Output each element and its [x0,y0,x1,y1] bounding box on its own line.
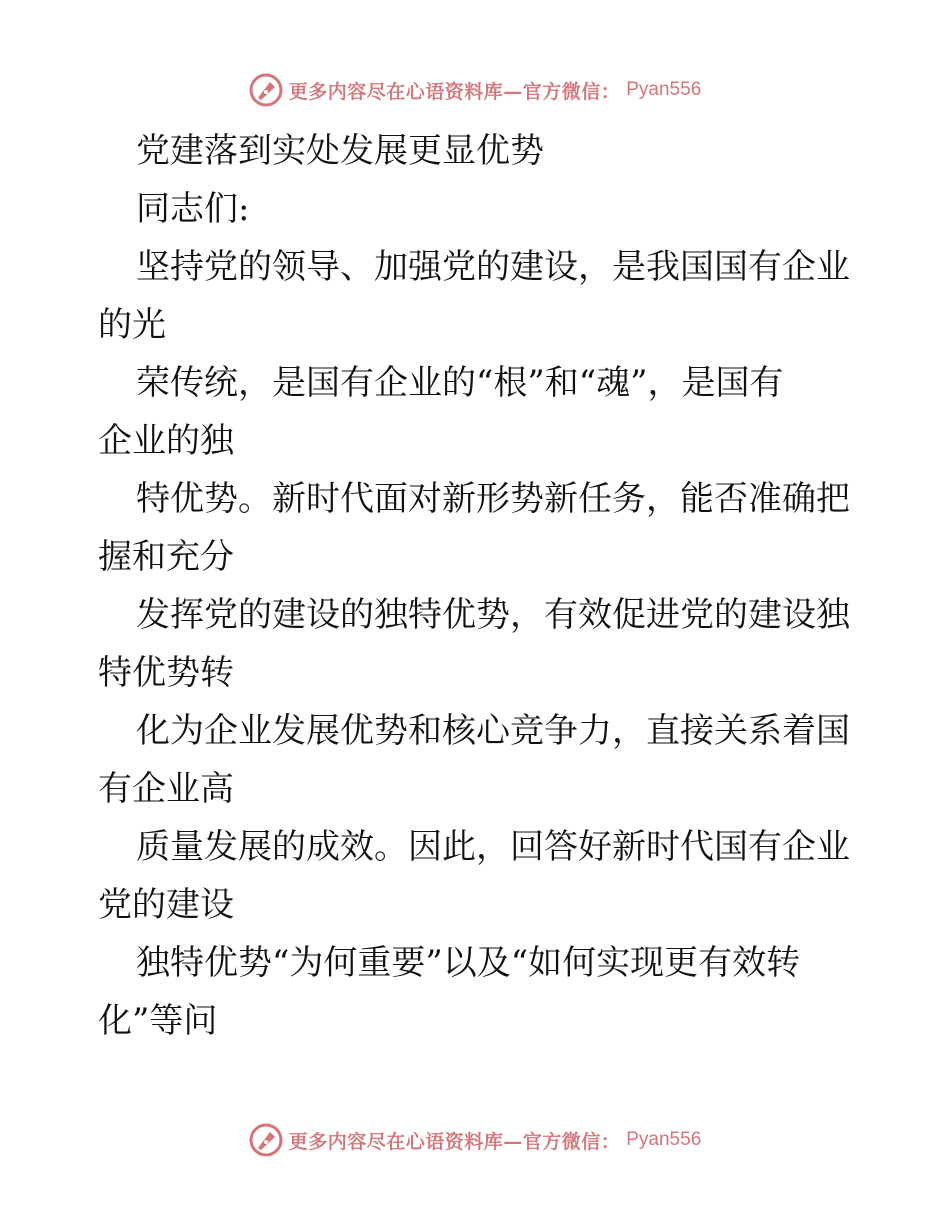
document-line: 质量发展的成效。因此，回答好新时代国有企业 [136,827,850,867]
header-banner-id: Pyan556 [626,79,702,100]
document-line: 坚持党的领导、加强党的建设，是我国国有企业 [136,247,850,287]
document-title: 党建落到实处发展更显优势 [136,131,544,171]
pen-nib-logo-icon [249,1123,283,1157]
footer-banner-id: Pyan556 [626,1129,702,1150]
document-line: 企业的独 [98,421,234,461]
document-salutation: 同志们: [136,189,250,229]
document-line: 特优势。新时代面对新形势新任务，能否准确把 [136,479,850,519]
document-line: 发挥党的建设的独特优势，有效促进党的建设独 [136,595,850,635]
document-line: 化”等问 [98,1001,218,1041]
document-line: 的光 [98,305,166,345]
document-line: 荣传统，是国有企业的“根”和“魂”，是国有 [136,363,784,403]
header-watermark-banner [0,70,950,110]
footer-banner-text: 更多内容尽在心语资料库—官方微信： [288,1130,621,1153]
document-line: 特优势转 [98,653,234,693]
document-body [98,122,858,1050]
pen-nib-logo-icon [249,73,283,107]
footer-watermark-banner [0,1120,950,1160]
document-line: 握和充分 [98,537,234,577]
header-banner-text: 更多内容尽在心语资料库—官方微信： [288,80,621,103]
document-line: 有企业高 [98,769,234,809]
document-line: 党的建设 [98,885,234,925]
document-line: 独特优势“为何重要”以及“如何实现更有效转 [136,943,801,983]
document-line: 化为企业发展优势和核心竞争力，直接关系着国 [136,711,850,751]
